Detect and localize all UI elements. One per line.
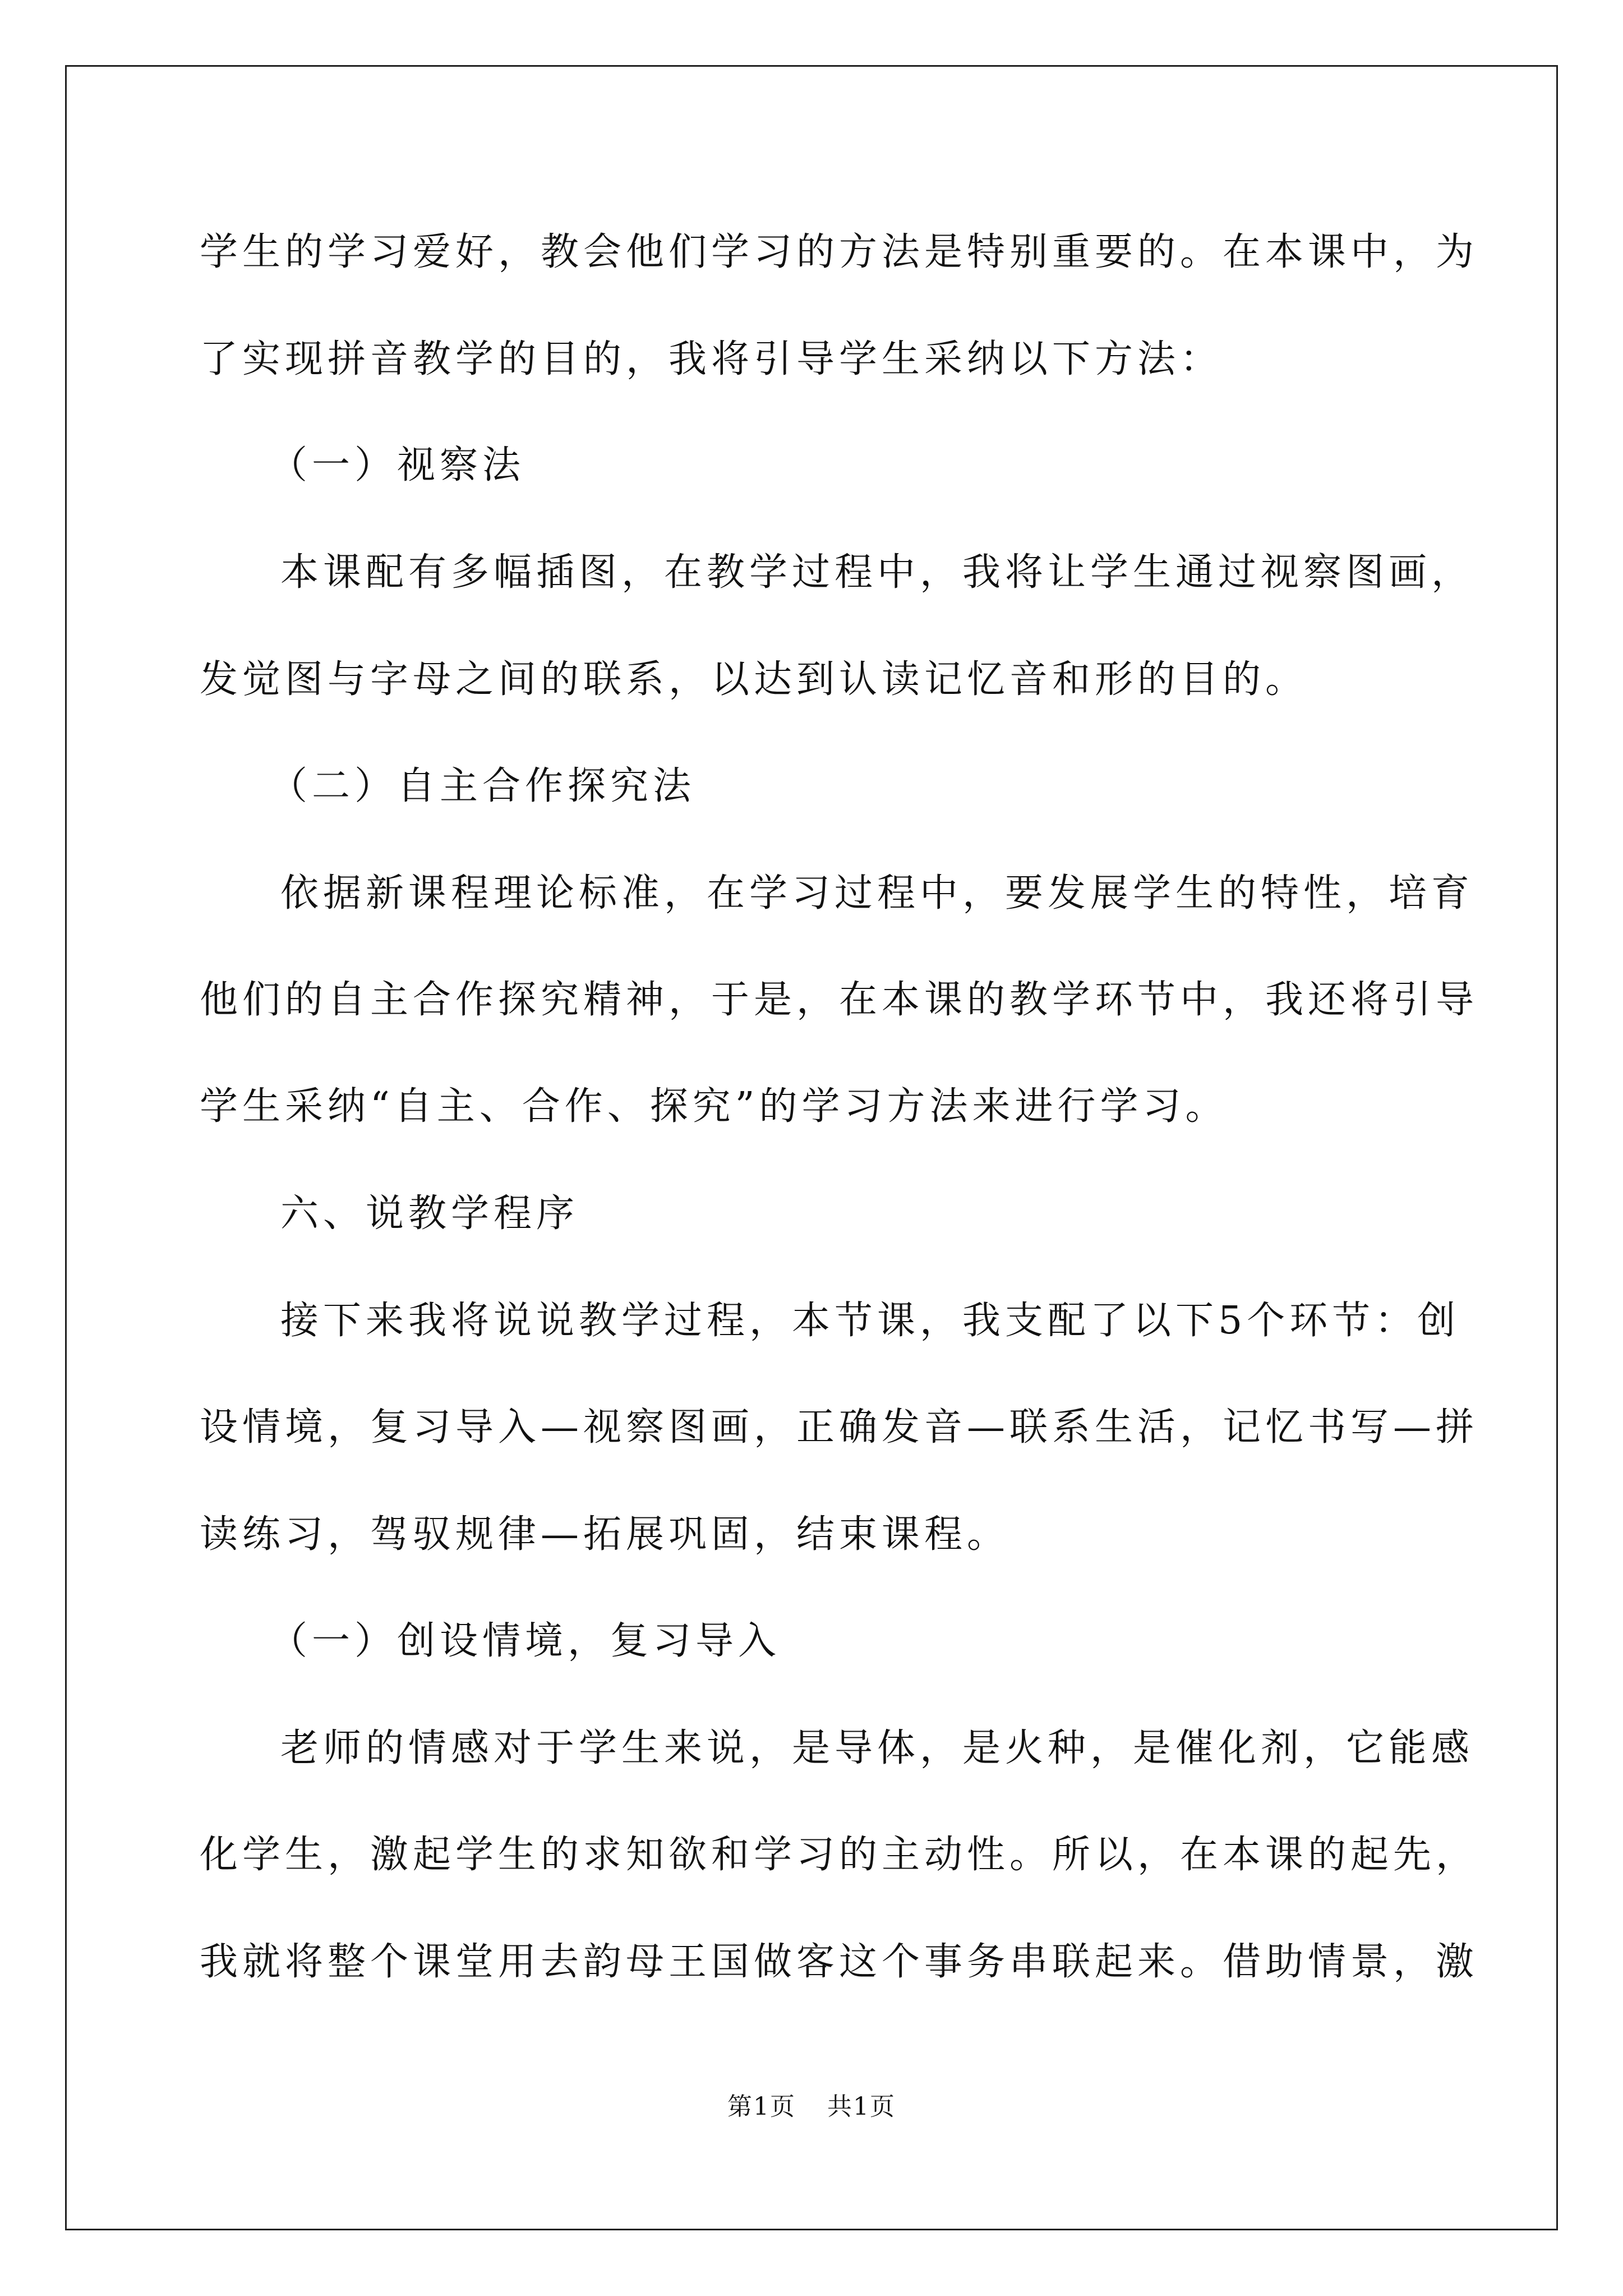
page-border [65,65,1558,2230]
paragraph-line: 学生采纳“自主、合作、探究”的学习方法来进行学习。 [200,1084,1228,1129]
paragraph-line: 化学生，激起学生的求知欲和学习的主动性。所以，在本课的起先， [200,1833,1479,1877]
page-total: 共1页 [827,2092,896,2121]
section-heading: （二）自主合作探究法 [269,764,696,808]
paragraph-line: 接下来我将说说教学过程，本节课，我支配了以下5个环节：创 [280,1299,1460,1343]
section-heading: （一）视察法 [269,443,525,487]
paragraph-line: 我就将整个课堂用去韵母王国做客这个事务串联起来。借助情景，激 [200,1940,1479,1984]
paragraph-line: 老师的情感对于学生来说，是导体，是火种，是催化剂，它能感 [280,1726,1474,1770]
paragraph-line: 学生的学习爱好，教会他们学习的方法是特别重要的。在本课中，为 [200,230,1479,274]
page-number: 第1页 [727,2092,796,2121]
page-footer [0,2090,1623,2124]
paragraph-line: 了实现拼音教学的目的，我将引导学生采纳以下方法： [200,337,1223,381]
section-heading: （一）创设情境，复习导入 [269,1619,781,1663]
paragraph-line: 发觉图与字母之间的联系，以达到认读记忆音和形的目的。 [200,657,1308,702]
paragraph-line: 他们的自主合作探究精神，于是，在本课的教学环节中，我还将引导 [200,978,1479,1022]
paragraph-line: 设情境，复习导入—视察图画，正确发音—联系生活，记忆书写—拼 [200,1405,1479,1450]
section-heading: 六、说教学程序 [280,1191,579,1236]
paragraph-line: 读练习，驾驭规律—拓展巩固，结束课程。 [200,1512,1010,1557]
paragraph-line: 本课配有多幅插图，在教学过程中，我将让学生通过视察图画， [280,550,1474,595]
paragraph-line: 依据新课程理论标准，在学习过程中，要发展学生的特性，培育 [280,871,1474,915]
